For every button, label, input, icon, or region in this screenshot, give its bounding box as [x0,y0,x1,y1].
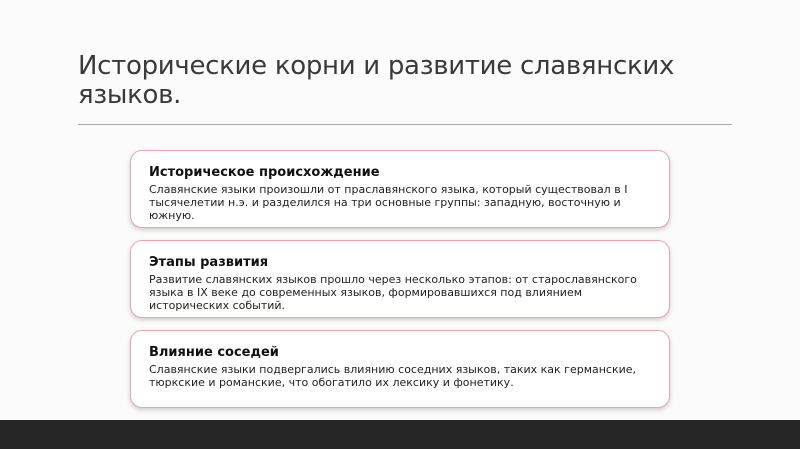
card-text: Развитие славянских языков прошло через несколько этапов: от старославянского языка в IX веке до современных языков, формировавшихся под влиянием исторических событий. [149,273,637,312]
info-card-origin [130,150,670,228]
card-heading: Этапы развития [149,255,269,270]
card-heading: Влияние соседей [149,345,279,360]
info-card-stages [130,240,670,318]
card-text: Славянские языки подвергались влиянию соседних языков, таких как германские, тюркские и романские, что обогатило их лексику и фонетику. [149,363,637,389]
info-card-influence [130,330,670,408]
card-heading: Историческое происхождение [149,165,380,180]
card-text: Славянские языки произошли от праславянского языка, который существовал в I тысячелетии н.э. и разделился на три основные группы: западную, восточную и южную. [149,183,628,222]
bottom-bar [0,420,800,449]
slide-title: Исторические корни и развитие славянских языков. [78,51,675,110]
title-divider [78,124,732,125]
